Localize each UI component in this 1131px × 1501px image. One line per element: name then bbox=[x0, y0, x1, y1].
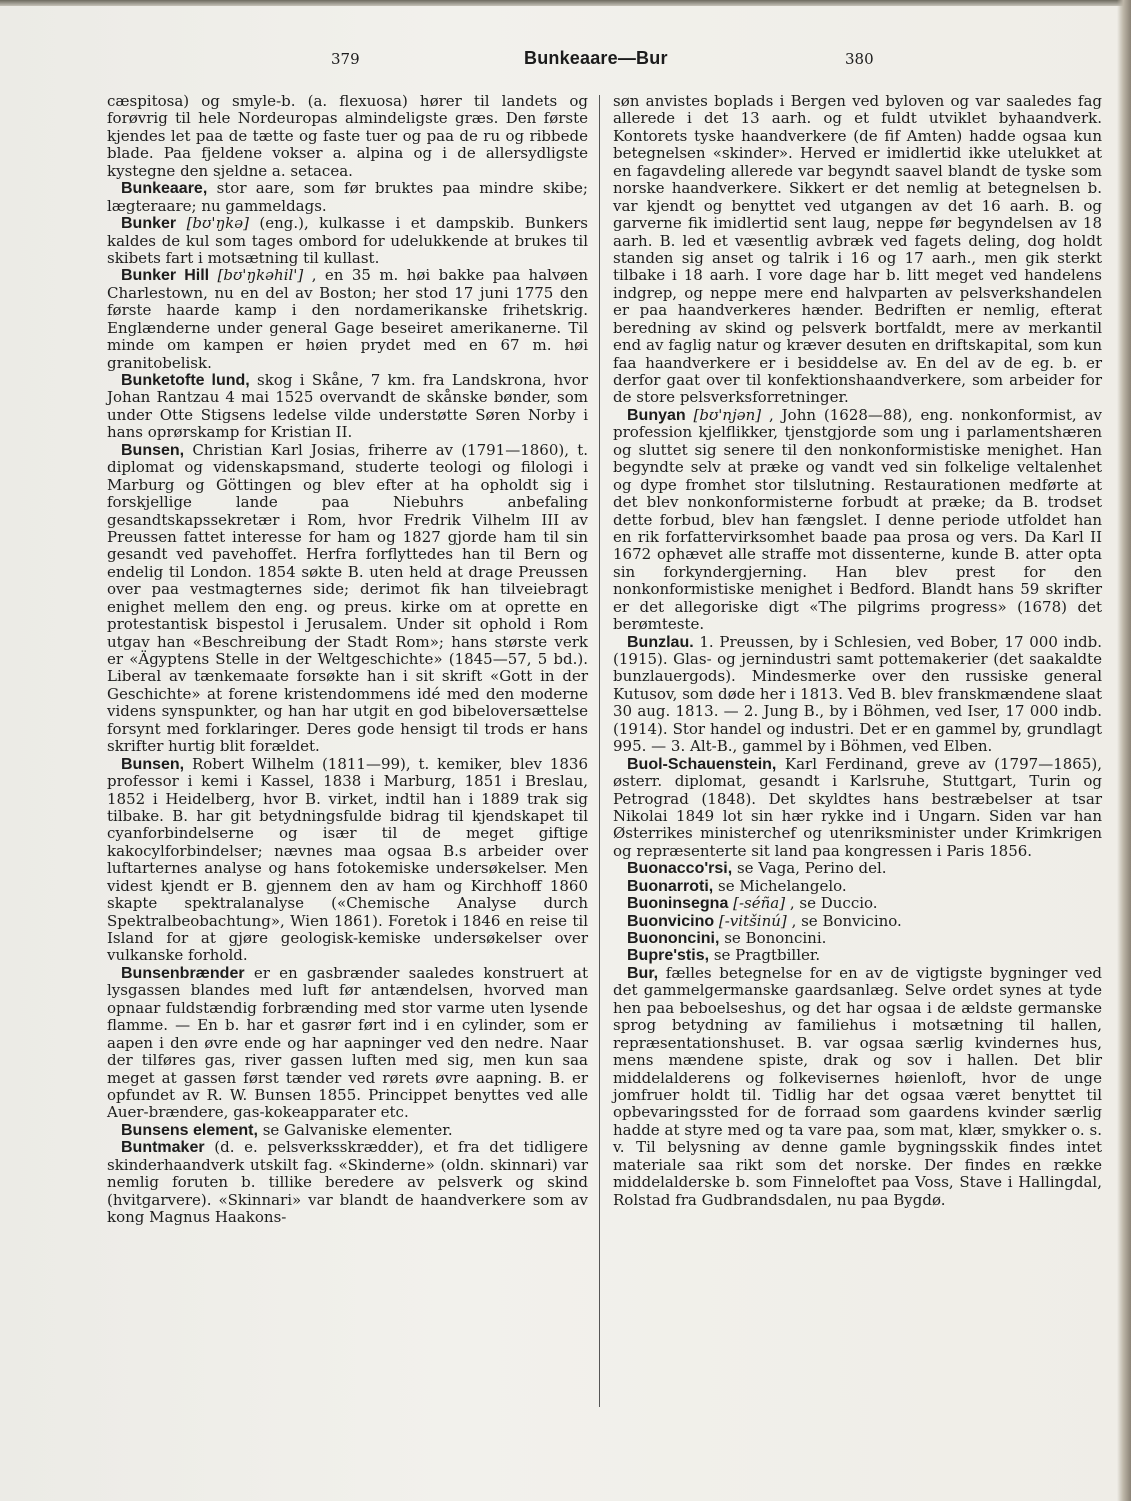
entry-text: fælles betegnelse for en av de vigtigste bygninger ved det gammelgermanske gaardsanlæg. Selve ordet synes at tyde hen paa beboelseshus, og det har ogsaa i de ældste germanske sprog betydning av familiehus i motsætning til hallen, repræsentationshuset. B. var ogsaa særlig kvindernes hus, mens mændene spiste, drak og sov i hallen. Det blir middelalderens og folkevisernes høienloft, hvor de unge jomfruer holdt til. Tidlig har det ogsaa været benyttet til opbevaringssted for de forraad som gaardens kvinder særlig hadde at styre med og ta vare paa, som mat, klær, smykker o. s. v. Til belysning av denne gamle bygningsskik findes intet materiale saa rikt som det norske. Der findes en række middelalderske b. som Finneloftet paa Voss, Stave i Hallingdal, Rolstad fra Gudbrandsdalen, nu paa Bygdø. bbox=[613, 963, 1102, 1209]
entry-headword: Buonvicino bbox=[627, 912, 715, 930]
entry-headword: Bunsenbrænder bbox=[121, 964, 245, 982]
entry-pronunciation: [-séña] bbox=[733, 894, 786, 913]
entry-text: 1. Preussen, by i Schlesien, ved Bober, 17 000 indb. (1915). Glas- og jernindustri samt pottemakerier (det saakaldte bunzlauergods). Mindesmerke over den russiske general Kutusov, som døde her i 1813. Ved B. blev franskmændene slaat 30 aug. 1813. — 2. Jung B., by i Böhmen, ved Iser, 17 000 indb. (1914). Stor handel og industri. Det er en gammel by, grundlagt 995. — 3. Alt-B., gammel by i Böhmen, ved Elben. bbox=[613, 632, 1102, 756]
entry-headword: Bunkeaare, bbox=[121, 180, 208, 198]
entry-text: (d. e. pelsverksskrædder), et fra det tidligere skinderhaandverk utskilt fag. «Skinderne» (oldn. skinnari) var nemlig foruten b. tillike beredere av pelsverk og skind (hvitgarvere). «Skinnari» var blandt de haandverkere som av kong Magnus Haakons- bbox=[107, 1138, 589, 1226]
page-number-left: 379 bbox=[331, 50, 360, 68]
dictionary-entry bbox=[107, 1139, 588, 1226]
dictionary-entry bbox=[613, 965, 1102, 1209]
left-column bbox=[107, 93, 588, 1226]
entry-text: , se Bonvicino. bbox=[791, 911, 902, 930]
entry-continuation bbox=[107, 93, 588, 180]
scan-right-edge bbox=[1117, 0, 1131, 1501]
page-number-right: 380 bbox=[845, 50, 874, 68]
entry-headword: Bunzlau. bbox=[627, 633, 694, 651]
entry-headword: Bunketofte lund, bbox=[121, 372, 250, 389]
column-divider bbox=[599, 95, 600, 1407]
dictionary-entry bbox=[613, 930, 1102, 947]
entry-headword: Bunsen, bbox=[121, 755, 185, 773]
dictionary-entry bbox=[107, 1122, 588, 1139]
dictionary-entry bbox=[107, 180, 588, 215]
dictionary-entry bbox=[613, 947, 1102, 964]
dictionary-entry bbox=[107, 442, 588, 756]
entry-text: søn anvistes boplads i Bergen ved byloven og var saaledes fag allerede i det 13 aarh. og et fuldt utviklet byhaandverk. Kontorets tyske haandverkere (de fif Amten) hadde ogsaa kun betegnelsen «skinder». Herved er imidlertid ikke utelukket at en fagavdeling allerede var begyndt saavel blandt de tyske som norske haandverkere. Sikkert er det nemlig at betegnelsen b. var kjendt og benyttet ved utgangen av det 16 aarh. B. og garverne fik imidlertid sent laug, neppe før begyndelsen av 18 aarh. B. led et væsentlig avbræk ved fagets deling, dog holdt standen sig anset og talrik i 16 og 17 aarh., men gik sterkt tilbake i 18 aarh. I vore dage har b. litt meget ved handelens indgrep, og neppe mere end halvparten av pelsverkshandelen er paa haandverkeres hænder. Bedriften er nemlig, efterat beredning av skind og pelsverk bortfaldt, mere av merkantil end av faglig natur og kræver desuten en driftskapital, som kun faa haandverkere er i besiddelse av. En del av de eg. b. er derfor gaat over til konfektionshaandverkere, som arbeider for de store pelsverksforretninger. bbox=[613, 92, 1102, 407]
entry-headword: Buonacco'rsi, bbox=[627, 860, 733, 878]
entry-headword: Bupre'stis, bbox=[627, 947, 710, 965]
entry-text: Christian Karl Josias, friherre av (1791—1860), t. diplomat og videnskapsmand, studerte teologi og filologi i Marburg og Göttingen og blev efter at ha opholdt sig i forskjellige lande paa Niebuhrs anbefaling gesandtskapssekretær i Rom, hvor Fredrik Vilhelm III av Preussen fattet interesse for ham og 1827 gjorde ham til sin gesandt ved pavehoffet. Herfra forflyttedes han til Bern og endelig til London. 1854 søkte B. uten held at drage Preussen over paa vestmagternes side; derimot fik han tilveiebragt enighet mellem den eng. og preus. kirke om at oprette en protestantisk bispestol i Jerusalem. Under sit ophold i Rom utgav han «Beschreibung der Stadt Rom»; hans største verk er «Ägyptens Stelle in der Weltgeschichte» (1845—57, 5 bd.). Liberal av tænkemaate forsøkte han i sit skrift «Gott in der Geschichte» at forene kristendommens idé med den moderne videns synspunkter, og han har utgit en god bibeloversættelse forsynt med forklaringer. Deres gode hensigt til trods er hans skrifter hurtig blit forældet. bbox=[107, 440, 588, 756]
entry-headword: Buol-Schauenstein, bbox=[627, 755, 777, 773]
entry-headword: Bunyan bbox=[627, 406, 686, 424]
entry-continuation bbox=[613, 93, 1102, 407]
entry-text: (eng.), kulkasse i et dampskib. Bunkers kaldes de kul som tages ombord for udelukkende at brukes til skibets fart i motsætning til kullast. bbox=[107, 214, 588, 267]
entry-text: se Galvaniske elementer. bbox=[262, 1120, 453, 1139]
dictionary-entry bbox=[107, 267, 588, 372]
entry-text: er en gasbrænder saaledes konstruert at lysgassen blandes med luft før antændelsen, hvorved man opnaar fuldstændig forbrænding med stor varme uten lysende flamme. — En b. har et gasrør ført ind i en cylinder, som er aapen i den øvre ende og har aapninger ved den nedre. Naar der tilføres gas, river gassen luften med sig, men kun saa meget at gassen først tænder ved rørets øvre aapning. B. er opfundet av R. W. Bunsen 1855. Princippet benyttes ved alle Auer-brændere, gas-kokeapparater etc. bbox=[107, 963, 588, 1122]
dictionary-entry bbox=[107, 372, 588, 442]
entry-text: se Vaga, Perino del. bbox=[736, 859, 887, 878]
entry-text: , John (1628—88), eng. nonkonformist, av profession kjelflikker, tjenstgjorde som ung i parlamentshæren og sluttet sig senere til den nonkonformistiske menighet. Han begyndte selv at præke og vandt ved sin folkelige veltalenhet og dype fromhet stor tilslutning. Restaurationen medførte at det blev nonkonformisterne forbudt at præke; da B. trodset dette forbud, blev han fængslet. I denne periode utfoldet han en rik forfattervirksomhet baade paa prosa og vers. Da Karl II 1672 ophævet alle straffe mot dissenterne, kunde B. atter opta sin forkyndergjerning. Han blev prest for den nonkonformistiske menighet i Bedford. Blandt hans 59 skrifter er det allegoriske digt «The pilgrims progress» (1678) det berømteste. bbox=[613, 405, 1102, 634]
entry-pronunciation: [-vitšinú] bbox=[718, 911, 787, 930]
dictionary-entry bbox=[613, 895, 1102, 912]
dictionary-entry bbox=[613, 407, 1102, 634]
entry-pronunciation: [bʊ'ŋkəhil'] bbox=[217, 266, 304, 285]
dictionary-entry bbox=[613, 913, 1102, 930]
entry-text: Robert Wilhelm (1811—99), t. kemiker, blev 1836 professor i kemi i Kassel, 1838 i Marburg, 1851 i Breslau, 1852 i Heidelberg, hvor B. virket, indtil han i 1889 trak sig tilbake. B. har git betydningsfulde bidrag til kjendskapet til cyanforbindelserne og især til de meget giftige kakocylforbindelser; nævnes maa ogsaa B.s arbeider over luftarternes analyse og hans fotokemiske undersøkelser. Men videst kjendt er B. gjennem den av ham og Kirchhoff 1860 skapte spektralanalyse («Chemische Analyse durch Spektralbeobachtung», Wien 1861). Foretok i 1846 en reise til Island for at gjøre geologisk-kemiske undersøkelser over vulkanske forhold. bbox=[107, 754, 588, 965]
entry-text: skog i Skåne, 7 km. fra Landskrona, hvor Johan Rantzau 4 mai 1525 overvandt de skånske bønder, som under Otte Stigsens ledelse vilde understøtte Søren Norby i hans oprørskamp for Kristian II. bbox=[107, 371, 588, 442]
dictionary-entry bbox=[613, 634, 1102, 756]
entry-headword: Buntmaker bbox=[121, 1139, 205, 1157]
scan-top-edge bbox=[0, 0, 1131, 6]
entry-text: , se Duccio. bbox=[789, 894, 878, 913]
entry-headword: Bunker bbox=[121, 215, 177, 233]
entry-text: Karl Ferdinand, greve av (1797—1865), østerr. diplomat, gesandt i Karlsruhe, Stuttgart, Turin og Petrograd (1848). Det skyldtes hans bestræbelser at tsar Nikolai 1849 lot sin hær rykke ind i Ungarn. Siden var han Østerrikes ministerchef og utenriksminister under Krimkrigen og repræsenterte sit land paa kongressen i Paris 1856. bbox=[613, 754, 1102, 860]
entry-headword: Buononcini, bbox=[627, 930, 720, 947]
entry-pronunciation: [bʊ'njən] bbox=[693, 405, 762, 424]
entry-text: stor aare, som før bruktes paa mindre skibe; lægteraare; nu gammeldags. bbox=[107, 179, 588, 215]
dictionary-entry bbox=[613, 878, 1102, 895]
dictionary-entry bbox=[107, 756, 588, 965]
entry-text: se Bononcini. bbox=[724, 929, 827, 947]
dictionary-entry bbox=[107, 965, 588, 1122]
entry-headword: Bunsen, bbox=[121, 441, 185, 459]
entry-text: se Michelangelo. bbox=[718, 876, 847, 895]
entry-headword: Buonarroti, bbox=[627, 877, 714, 895]
entry-pronunciation: [bʊ'ŋkə] bbox=[186, 214, 249, 233]
entry-headword: Bunker Hill bbox=[121, 267, 210, 285]
right-column bbox=[613, 93, 1102, 1209]
dictionary-entry bbox=[613, 860, 1102, 877]
entry-headword: Bunsens element, bbox=[121, 1121, 258, 1139]
entry-text: , en 35 m. høi bakke paa halvøen Charlestown, nu en del av Boston; her stod 17 juni 1775 den første haarde kamp i den nordamerikanske frihetskrig. Englænderne under general Gage beseiret amerikanerne. Til minde om kampen er høien prydet med en 67 m. høi granitobelisk. bbox=[107, 266, 588, 372]
entry-headword: Bur, bbox=[627, 964, 659, 982]
running-head: Bunkeaare—Bur bbox=[524, 48, 668, 68]
entry-text: se Pragtbiller. bbox=[713, 946, 821, 965]
dictionary-entry bbox=[107, 215, 588, 267]
dictionary-entry bbox=[613, 756, 1102, 861]
entry-headword: Buoninsegna bbox=[627, 895, 729, 913]
entry-text: cæspitosa) og smyle-b. (a. flexuosa) hører til landets og forøvrig til hele Nordeuropas almindeligste græs. Den første kjendes let paa de tætte og faste tuer og paa de ru og ribbede blade. Paa fjeldene vokser a. alpina og i de allersydligste kystegne den sjeldne a. setacea. bbox=[107, 92, 588, 180]
